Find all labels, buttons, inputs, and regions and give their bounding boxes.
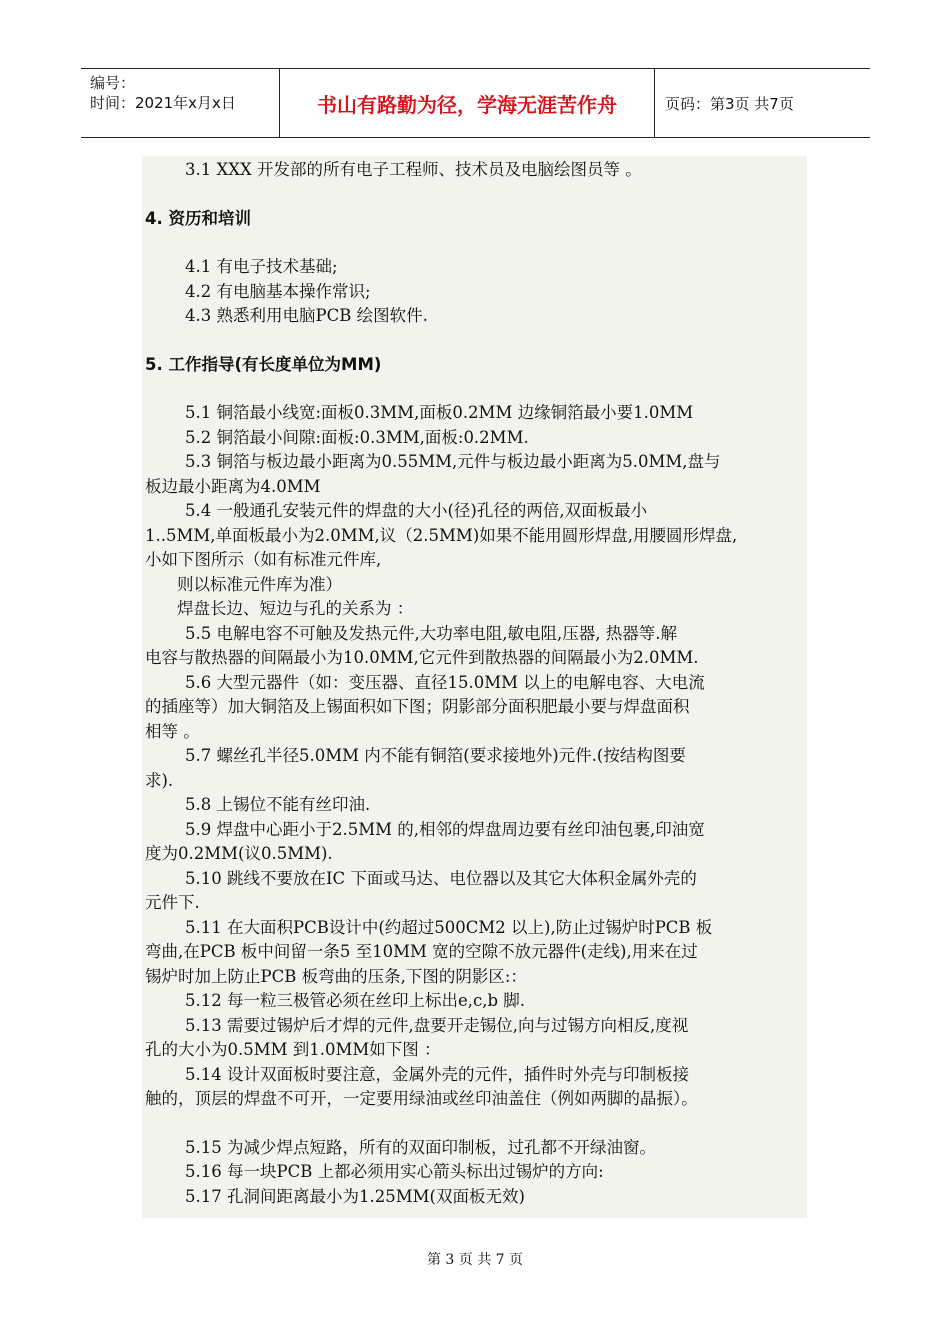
paragraph-5-11-cont: 锡炉时加上防止PCB 板弯曲的压条,下图的阴影区:：	[145, 966, 527, 986]
paragraph-4-3: 4.3 熟悉利用电脑PCB 绘图软件.	[185, 306, 428, 325]
paragraph-5-4: 5.4 一般通孔安装元件的焊盘的大小(径)孔径的两倍,双面板最小	[185, 501, 648, 520]
paragraph-5-8: 5.8 上锡位不能有丝印油.	[185, 795, 371, 814]
paragraph-5-4-cont: 焊盘长边、短边与孔的关系为 ：	[177, 599, 414, 618]
paragraph-5-11: 5.11 在大面积PCB设计中(约超过500CM2 以上),防止过锡炉时PCB 板	[185, 917, 713, 937]
header-page-info: 页码：第3页 共7页	[665, 94, 794, 113]
paragraph-5-15: 5.15 为减少焊点短路，所有的双面印制板，过孔都不开绿油窗。	[185, 1137, 656, 1157]
paragraph-5-9: 5.9 焊盘中心距小于2.5MM 的,相邻的焊盘周边要有丝印油包裹,印油宽	[185, 819, 705, 839]
paragraph-5-17: 5.17 孔洞间距离最小为1.25MM(双面板无效)	[185, 1186, 525, 1206]
paragraph-5-14-cont: 触的，顶层的焊盘不可开，一定要用绿油或丝印油盖住（例如两脚的晶振）。	[145, 1089, 698, 1108]
paragraph-5-14: 5.14 设计双面板时要注意，金属外壳的元件，插件时外壳与印制板接	[185, 1064, 689, 1084]
paragraph-5-4-cont: 小如下图所示（如有标准元件库,	[145, 550, 382, 569]
paragraph-5-12: 5.12 每一粒三极管必须在丝印上标出e,c,b 脚.	[185, 991, 526, 1010]
page-footer: 第 3 页 共 7 页	[426, 1252, 524, 1268]
paragraph-5-5-cont: 电容与散热器的间隔最小为10.0MM,它元件到散热器的间隔最小为2.0MM.	[145, 648, 699, 667]
paragraph-5-4-cont: 则以标准元件库为准）	[177, 574, 342, 594]
paragraph-5-3: 5.3 铜箔与板边最小距离为0.55MM,元件与板边最小距离为5.0MM,盘与	[185, 452, 721, 471]
paragraph-5-9-cont: 度为0.2MM(议0.5MM).	[145, 844, 333, 863]
paragraph-5-6-cont: 相等 。	[145, 721, 200, 741]
section-heading-4: 4. 资历和培训	[145, 208, 251, 228]
paragraph-5-4-cont: 1..5MM,单面板最小为2.0MM,议（2.5MM)如果不能用圆形焊盘,用腰圆形焊盘,	[145, 525, 738, 545]
paragraph-5-11-cont: 弯曲,在PCB 板中间留一条5 至10MM 宽的空隙不放元器件(走线),用来在过	[145, 942, 698, 961]
paragraph-3-1: 3.1 XXX 开发部的所有电子工程师、技术员及电脑绘图员等 。	[185, 160, 642, 179]
paragraph-5-10: 5.10 跳线不要放在IC 下面或马达、电位器以及其它大体积金属外壳的	[185, 868, 697, 888]
paragraph-5-3-cont: 板边最小距离为4.0MM	[145, 476, 321, 496]
header-meta	[81, 69, 280, 137]
paragraph-4-1: 4.1 有电子技术基础;	[185, 257, 338, 276]
document-time: 时间：2021年x月x日	[90, 94, 236, 112]
paragraph-4-2: 4.2 有电脑基本操作常识;	[185, 281, 371, 301]
paragraph-5-13-cont: 孔的大小为0.5MM 到1.0MM如下图 ：	[145, 1040, 441, 1059]
paragraph-5-6-cont: 的插座等）加大铜箔及上锡面积如下图；阴影部分面积肥最小要与焊盘面积	[145, 697, 690, 716]
section-heading-5: 5. 工作指导(有长度单位为MM)	[145, 354, 382, 374]
paragraph-5-7: 5.7 螺丝孔半径5.0MM 内不能有铜箔(要求接地外)元件.(按结构图要	[185, 746, 686, 765]
document-body	[145, 158, 810, 1209]
header-motto: 书山有路勤为径，学海无涯苦作舟	[280, 69, 655, 137]
paragraph-5-13: 5.13 需要过锡炉后才焊的元件,盘要开走锡位,向与过锡方向相反,度视	[185, 1015, 689, 1035]
document-number: 编号：	[90, 74, 136, 92]
paragraph-5-16: 5.16 每一块PCB 上都必须用实心箭头标出过锡炉的方向:	[185, 1162, 604, 1181]
paragraph-5-2: 5.2 铜箔最小间隙:面板:0.3MM,面板:0.2MM.	[185, 427, 529, 447]
page-header	[81, 68, 870, 138]
paragraph-5-1: 5.1 铜箔最小线宽:面板0.3MM,面板0.2MM 边缘铜箔最小要1.0MM	[185, 403, 694, 422]
paragraph-5-6: 5.6 大型元器件（如：变压器、直径15.0MM 以上的电解电容、大电流	[185, 672, 705, 692]
paragraph-5-5: 5.5 电解电容不可触及发热元件,大功率电阻,敏电阻,压器, 热器等.解	[185, 623, 677, 643]
paragraph-5-10-cont: 元件下.	[145, 893, 200, 912]
paragraph-5-7-cont: 求).	[145, 770, 174, 790]
